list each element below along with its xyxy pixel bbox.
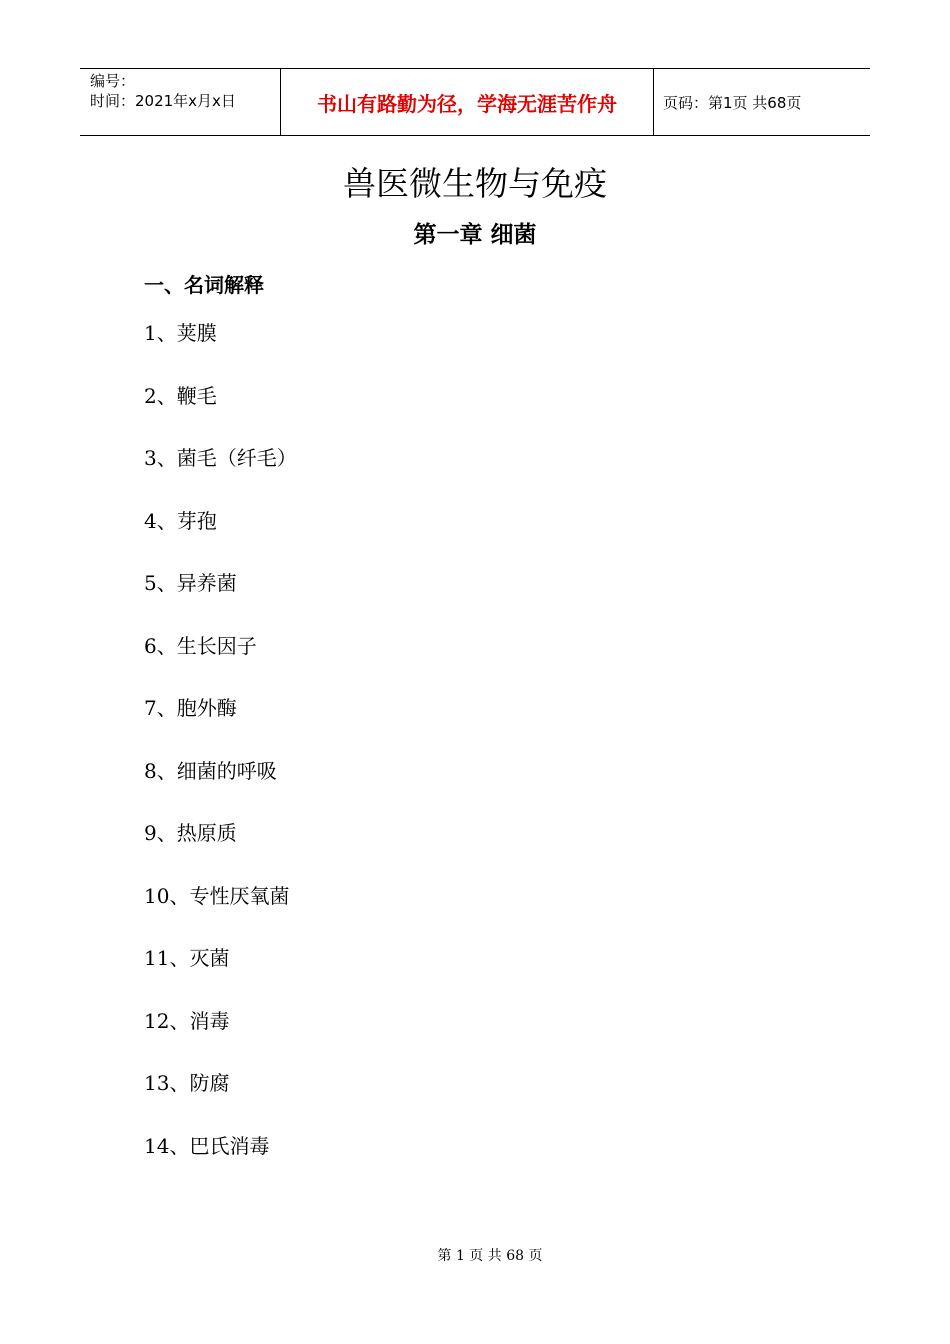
- document-header: [80, 68, 870, 136]
- list-item: 8、细菌的呼吸: [144, 758, 277, 783]
- document-date-label: 时间：2021年x月x日: [90, 92, 236, 110]
- list-item: 2、鞭毛: [144, 383, 217, 408]
- list-item: 14、巴氏消毒: [144, 1133, 270, 1158]
- list-item: 13、防腐: [144, 1071, 230, 1095]
- list-item: 4、芽孢: [144, 508, 217, 533]
- section-heading: 一、名词解释: [144, 273, 264, 297]
- header-page-info: 页码：第1页 共68页: [663, 93, 802, 112]
- document-title: 兽医微生物与免疫: [343, 164, 607, 203]
- list-item: 6、生长因子: [144, 633, 257, 658]
- list-item: 7、胞外酶: [144, 696, 237, 720]
- list-item: 1、荚膜: [144, 321, 217, 345]
- list-item: 9、热原质: [144, 821, 237, 845]
- list-item: 11、灭菌: [144, 946, 230, 970]
- list-item: 12、消毒: [144, 1008, 230, 1033]
- term-list: [144, 316, 297, 1191]
- list-item: 3、菌毛（纤毛）: [144, 446, 297, 470]
- list-item: 10、专性厌氧菌: [144, 883, 290, 908]
- header-meta-cell: [80, 69, 281, 135]
- list-item: 5、异养菌: [144, 571, 237, 595]
- header-motto: 书山有路勤为径，学海无涯苦作舟: [281, 69, 654, 135]
- chapter-title: 第一章 细菌: [413, 222, 537, 248]
- document-number-label: 编号：: [90, 72, 136, 90]
- page-footer: 第 1 页 共 68 页: [437, 1248, 543, 1264]
